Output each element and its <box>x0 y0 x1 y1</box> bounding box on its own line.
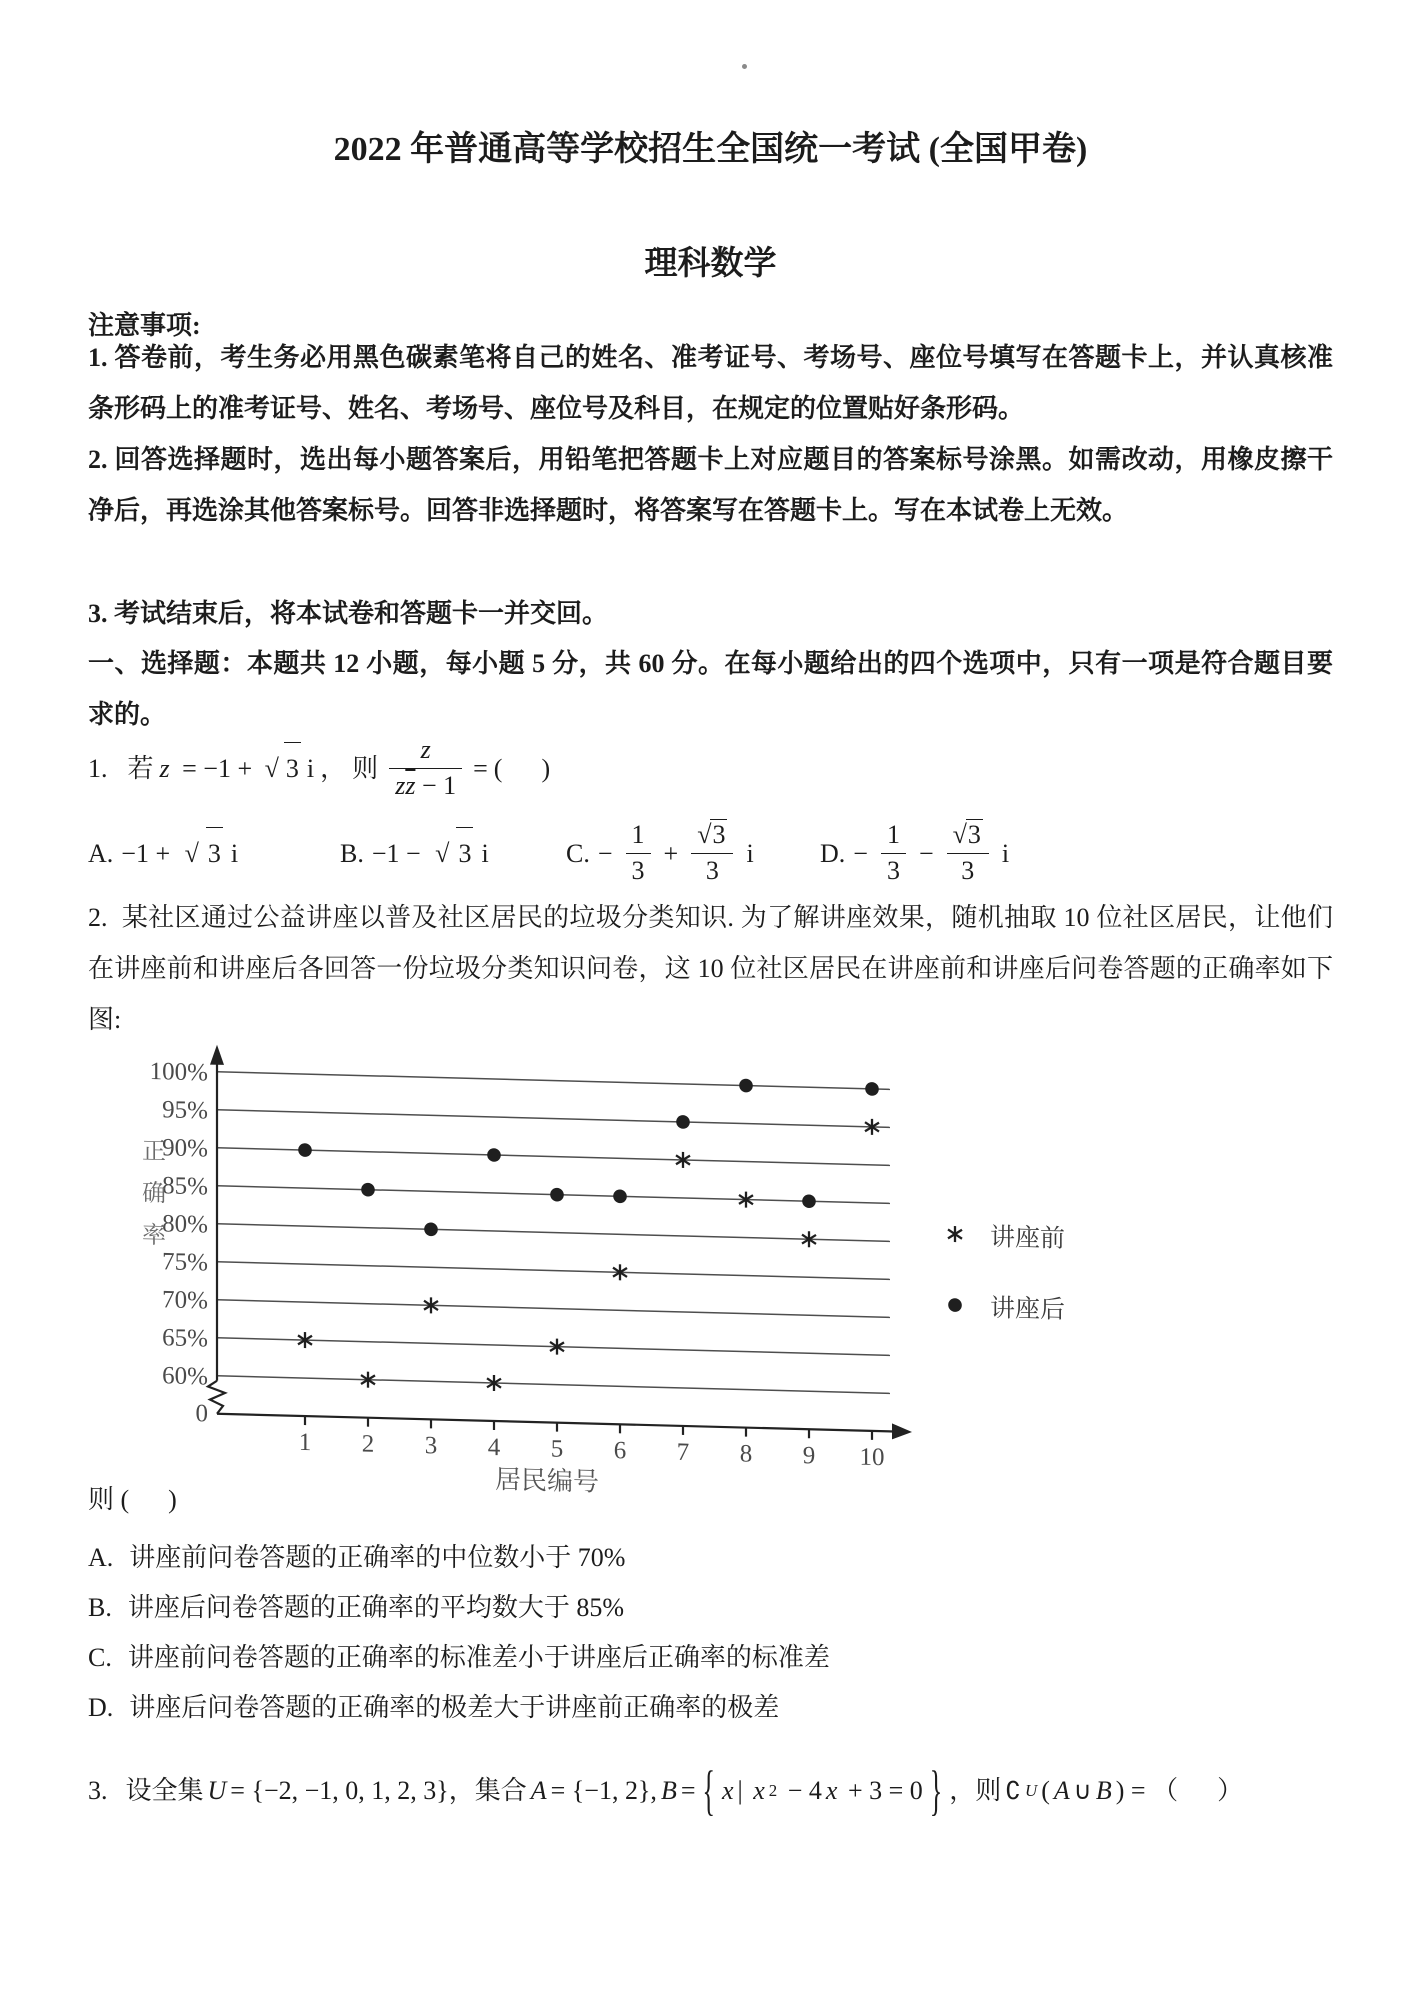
question-3: 3. 设全集 U = {−2, −1, 0, 1, 2, 3}，集合 A = {−1, 2}, B = { x | x 2 − 4 x + 3 = 0 } ，则 ∁ U ( A ∪ B ) = （ ） <box>88 1752 1333 1828</box>
right-brace: } <box>929 1759 943 1821</box>
svg-text:9: 9 <box>802 1442 816 1470</box>
radicand: 3 <box>284 742 301 794</box>
point-after-dot <box>739 1079 753 1093</box>
text-run: 若 <box>127 753 154 783</box>
minus-sign: − <box>918 838 934 868</box>
question-1-options <box>88 808 1333 898</box>
fraction <box>389 734 462 802</box>
point-after-dot <box>361 1183 375 1197</box>
text-run: ，则 <box>949 1775 1002 1805</box>
point-before-asterisk <box>948 1226 962 1242</box>
fraction: $\frac{√3}{3}$ <box>691 819 733 887</box>
radical-sign: √ <box>435 838 449 868</box>
question-2 <box>88 892 1333 1045</box>
left-brace: { <box>702 1759 715 1821</box>
legend-after-label: 讲座后 <box>990 1294 1066 1324</box>
notice-heading: 注意事项: <box>88 311 201 340</box>
q2-option-c: C. 讲座前问卷答题的正确率的标准差小于讲座后正确率的标准差 <box>88 1643 830 1672</box>
svg-text:80%: 80% <box>162 1210 208 1239</box>
set-builder-bar: | <box>737 1775 743 1805</box>
plus-sign: + <box>663 838 679 868</box>
question-2-then: 则 ( ) <box>88 1485 177 1514</box>
q2-option-d: D. 讲座后问卷答题的正确率的极差大于讲座前正确率的极差 <box>88 1693 780 1722</box>
minus-sign: − <box>853 838 868 868</box>
svg-text:7: 7 <box>676 1438 690 1467</box>
svg-text:85%: 85% <box>162 1172 208 1201</box>
var-x: x <box>721 1775 734 1805</box>
option-a: A. −1 + √ 3 i <box>88 808 238 898</box>
svg-text:0: 0 <box>195 1400 208 1428</box>
q2-option-b: B. 讲座后问卷答题的正确率的平均数大于 85% <box>88 1593 625 1622</box>
question-1-number: 1. <box>88 753 108 783</box>
point-after-dot <box>676 1115 690 1129</box>
fraction-denominator: $z\overline{z} - 1$ <box>395 770 457 800</box>
minus-sign: − <box>597 838 613 868</box>
fraction: $\frac{1}{3}$ <box>626 819 651 887</box>
var-x: x <box>825 1775 838 1805</box>
svg-text:4: 4 <box>487 1433 501 1462</box>
x-axis-title: 居民编号 <box>495 1465 599 1497</box>
svg-text:75%: 75% <box>162 1248 208 1277</box>
var-B: B <box>1095 1775 1112 1805</box>
question-2-number: 2. <box>88 903 108 932</box>
series-讲座前 <box>298 1104 879 1401</box>
exponent: 2 <box>768 1780 778 1800</box>
ink-speck <box>742 64 747 69</box>
svg-text:70%: 70% <box>162 1286 208 1315</box>
radical-sign: √ <box>184 838 198 868</box>
y-axis-title: 正确率 <box>142 1138 166 1250</box>
svg-text:100%: 100% <box>149 1057 208 1087</box>
var-A: A <box>1053 1775 1070 1805</box>
option-c: C. − $\frac{1}{3}$ + $\frac{√3}{3}$ i <box>566 808 754 898</box>
equals-sign: = <box>680 1775 696 1805</box>
option-b: B. −1 − √ 3 i <box>340 808 489 898</box>
notice-item-3: 3. 考试结束后，将本试卷和答题卡一并交回。 <box>88 599 609 628</box>
set-A: = {−1, 2}, <box>550 1775 657 1805</box>
point-after-dot <box>613 1189 627 1203</box>
x-axis-arrow <box>892 1423 912 1440</box>
fraction: $\frac{1}{3}$ <box>881 819 906 887</box>
complement-symbol: ∁ <box>1005 1775 1022 1805</box>
answer-blank: ( ) <box>493 753 551 783</box>
question-3-number: 3. <box>88 1775 108 1805</box>
var-U: U <box>207 1775 227 1805</box>
svg-text:95%: 95% <box>162 1096 208 1125</box>
text-run: 设全集 <box>125 1775 204 1805</box>
axes <box>208 1045 912 1441</box>
option-d: D. − $\frac{1}{3}$ − $\frac{√3}{3}$ i <box>820 808 1009 898</box>
imaginary-unit: i <box>306 753 315 783</box>
svg-text:6: 6 <box>613 1437 627 1465</box>
option-label: B. <box>340 838 364 868</box>
radical-sign: √ <box>264 753 278 783</box>
point-after-dot <box>487 1148 501 1162</box>
chart-legend <box>948 1222 1065 1324</box>
text-run: = −1 + <box>175 753 259 783</box>
page-title: 2022 年普通高等学校招生全国统一考试 (全国甲卷) <box>333 131 1088 168</box>
option-label: A. <box>88 838 114 868</box>
point-after-dot <box>948 1298 962 1312</box>
notice-item-2: 2. 回答选择题时，选出每小题答案后，用铅笔把答题卡上对应题目的答案标号涂黑。如需改动，用橡皮擦干净后，再选涂其他答案标号。回答非选择题时，将答案写在答题卡上。写在本试卷上无效。 <box>88 445 1333 525</box>
chart-canvas <box>112 1040 1202 1529</box>
complement-subscript: U <box>1025 1780 1038 1800</box>
var-B: B <box>660 1775 677 1805</box>
q2-option-a: A. 讲座前问卷答题的正确率的中位数小于 70% <box>88 1543 626 1572</box>
svg-text:90%: 90% <box>162 1134 208 1163</box>
union-symbol: ∪ <box>1073 1775 1092 1805</box>
point-after-dot <box>424 1222 438 1236</box>
point-after-dot <box>865 1082 879 1096</box>
point-after-dot <box>298 1143 312 1157</box>
var-z: z <box>159 753 170 783</box>
svg-text:60%: 60% <box>162 1362 208 1391</box>
y-axis-arrow <box>210 1045 224 1065</box>
svg-text:3: 3 <box>424 1432 438 1460</box>
section-1-heading: 一、选择题：本题共 12 小题，每小题 5 分，共 60 分。在每小题给出的四个选项中，只有一项是符合题目要求的。 <box>88 649 1333 729</box>
svg-text:8: 8 <box>739 1440 753 1468</box>
answer-blank: ) = （ ） <box>1115 1775 1244 1805</box>
svg-text:65%: 65% <box>162 1324 208 1353</box>
question-1 <box>88 718 1333 818</box>
fraction: $\frac{√3}{3}$ <box>947 819 989 887</box>
svg-text:2: 2 <box>361 1430 375 1458</box>
option-label: C. <box>566 838 590 868</box>
var-x: x <box>746 1775 765 1805</box>
option-label: D. <box>820 838 846 868</box>
question-2-text: 某社区通过公益讲座以普及社区居民的垃圾分类知识. 为了解讲座效果，随机抽取 10 位社区居民，让他们在讲座前和讲座后各回答一份垃圾分类知识问卷，这 10 位社区居民在讲座前和讲座后问卷答题的正确率如下图: <box>88 903 1333 1034</box>
notice-item-1: 1. 答卷前，考生务必用黑色碳素笔将自己的姓名、准考证号、考场号、座位号填写在答题卡上，并认真核准条形码上的准考证号、姓名、考场号、座位号及科目，在规定的位置贴好条形码。 <box>88 343 1333 423</box>
equals-sign: = <box>473 753 488 783</box>
svg-text:5: 5 <box>550 1435 564 1463</box>
page-subtitle: 理科数学 <box>644 246 777 282</box>
text-run: 则 <box>352 753 379 783</box>
correct-rate-scatter-chart <box>112 1040 1202 1500</box>
x-tick-labels <box>299 1429 885 1471</box>
fraction-numerator: z <box>389 734 462 769</box>
point-after-dot <box>802 1194 816 1208</box>
var-A: A <box>530 1775 547 1805</box>
text-run: ， <box>320 753 347 783</box>
point-after-dot <box>550 1188 564 1202</box>
svg-text:1: 1 <box>298 1428 312 1457</box>
set-U: = {−2, −1, 0, 1, 2, 3}，集合 <box>230 1775 527 1805</box>
z-conjugate: $\overline{z}$ <box>405 770 416 800</box>
svg-text:10: 10 <box>859 1443 885 1472</box>
legend-before-label: 讲座前 <box>990 1223 1066 1253</box>
